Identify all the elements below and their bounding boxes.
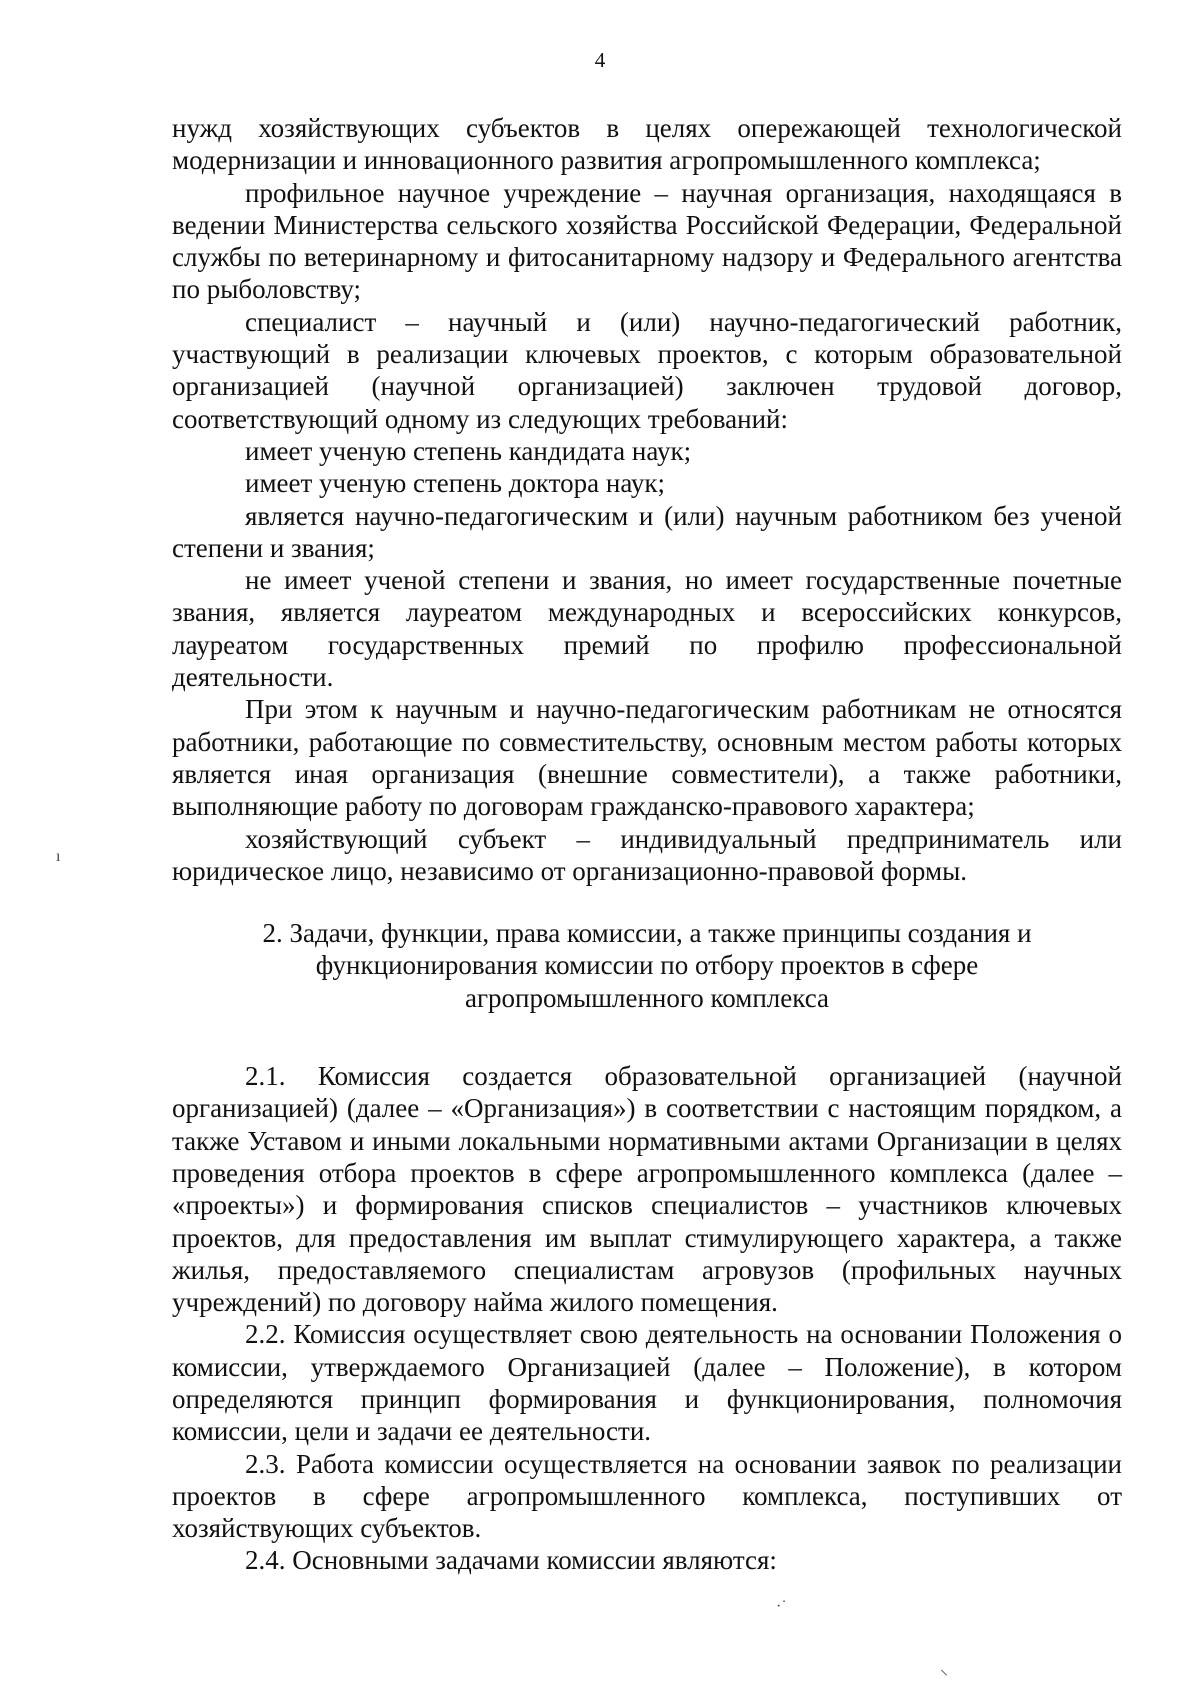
list-item-requirement: имеет ученую степень доктора наук;	[245, 468, 666, 499]
section-heading-line: функционирования комиссии по отбору проектов в сфере	[315, 950, 979, 981]
paragraph-exclusions: При этом к научным и научно-педагогическим работникам не относятся работники, работающие по совместительству, основным местом работы которых является иная организация (внешние совместители), а также работники, выполняющие работу по договорам гражданско-правового характера;	[172, 694, 1122, 822]
paragraph-definition-specialist: специалист – научный и (или) научно-педагогический работник, участвующий в реализации ключевых проектов, с которым образовательной организацией (научной организацией) заключен трудовой договор, соответствующий одному из следующих требований:	[172, 306, 1122, 434]
scan-speck-mark: ı	[56, 848, 61, 865]
list-item-requirement: является научно-педагогическим и (или) научным работником без ученой степени и звания;	[172, 500, 1122, 563]
paragraph-definition-economic-entity: хозяйствующий субъект – индивидуальный предприниматель или юридическое лицо, независимо от организационно-правовой формы.	[172, 823, 1122, 886]
paragraph-definition-continued: нужд хозяйствующих субъектов в целях опережающей технологической модернизации и инновационного развития агропромышленного комплекса;	[172, 113, 1122, 176]
clause-2-1: 2.1. Комиссия создается образовательной организацией (научной организацией) (далее – «Организация») в соответствии с настоящим порядком, а также Уставом и иными локальными нормативными актами Организации в целях проведения отбора проектов в сфере агропромышленного комплекса (далее – «проекты») и формирования списков специалистов – участников ключевых проектов, для предоставления им выплат стимулирующего характера, а также жилья, предоставляемого специалистам агровузов (профильных научных учреждений) по договору найма жилого помещения.	[172, 1061, 1122, 1318]
scan-speck-mark: ·˙	[776, 1598, 787, 1615]
list-item-requirement: не имеет ученой степени и звания, но имеет государственные почетные звания, является лауреатом международных и всероссийских конкурсов, лауреатом государственных премий по профилю профессиональной деятельности.	[172, 565, 1122, 693]
clause-2-3: 2.3. Работа комиссии осуществляется на основании заявок по реализации проектов в сфере агропромышленного комплекса, поступивших от хозяйствующих субъектов.	[172, 1448, 1122, 1544]
clause-2-4: 2.4. Основными задачами комиссии являются:	[245, 1545, 777, 1576]
page-number: 4	[594, 48, 606, 72]
paragraph-definition-profile-institution: профильное научное учреждение – научная организация, находящаяся в ведении Министерства сельского хозяйства Российской Федерации, Федеральной службы по ветеринарному и фитосанитарному надзору и Федерального агентства по рыболовству;	[172, 177, 1122, 305]
clause-2-2: 2.2. Комиссия осуществляет свою деятельность на основании Положения о комиссии, утверждаемого Организацией (далее – Положение), в котором определяются принцип формирования и функционирования, полномочия комиссии, цели и задачи ее деятельности.	[172, 1319, 1122, 1447]
document-body	[172, 112, 1122, 1577]
list-item-requirement: имеет ученую степень кандидата наук;	[245, 435, 692, 466]
section-heading-line: агропромышленного комплекса	[465, 982, 829, 1013]
section-heading-line: 2. Задачи, функции, права комиссии, а также принципы создания и	[262, 918, 1032, 949]
scan-speck-mark: ⸌	[940, 1668, 949, 1685]
section-heading	[172, 917, 1122, 1014]
